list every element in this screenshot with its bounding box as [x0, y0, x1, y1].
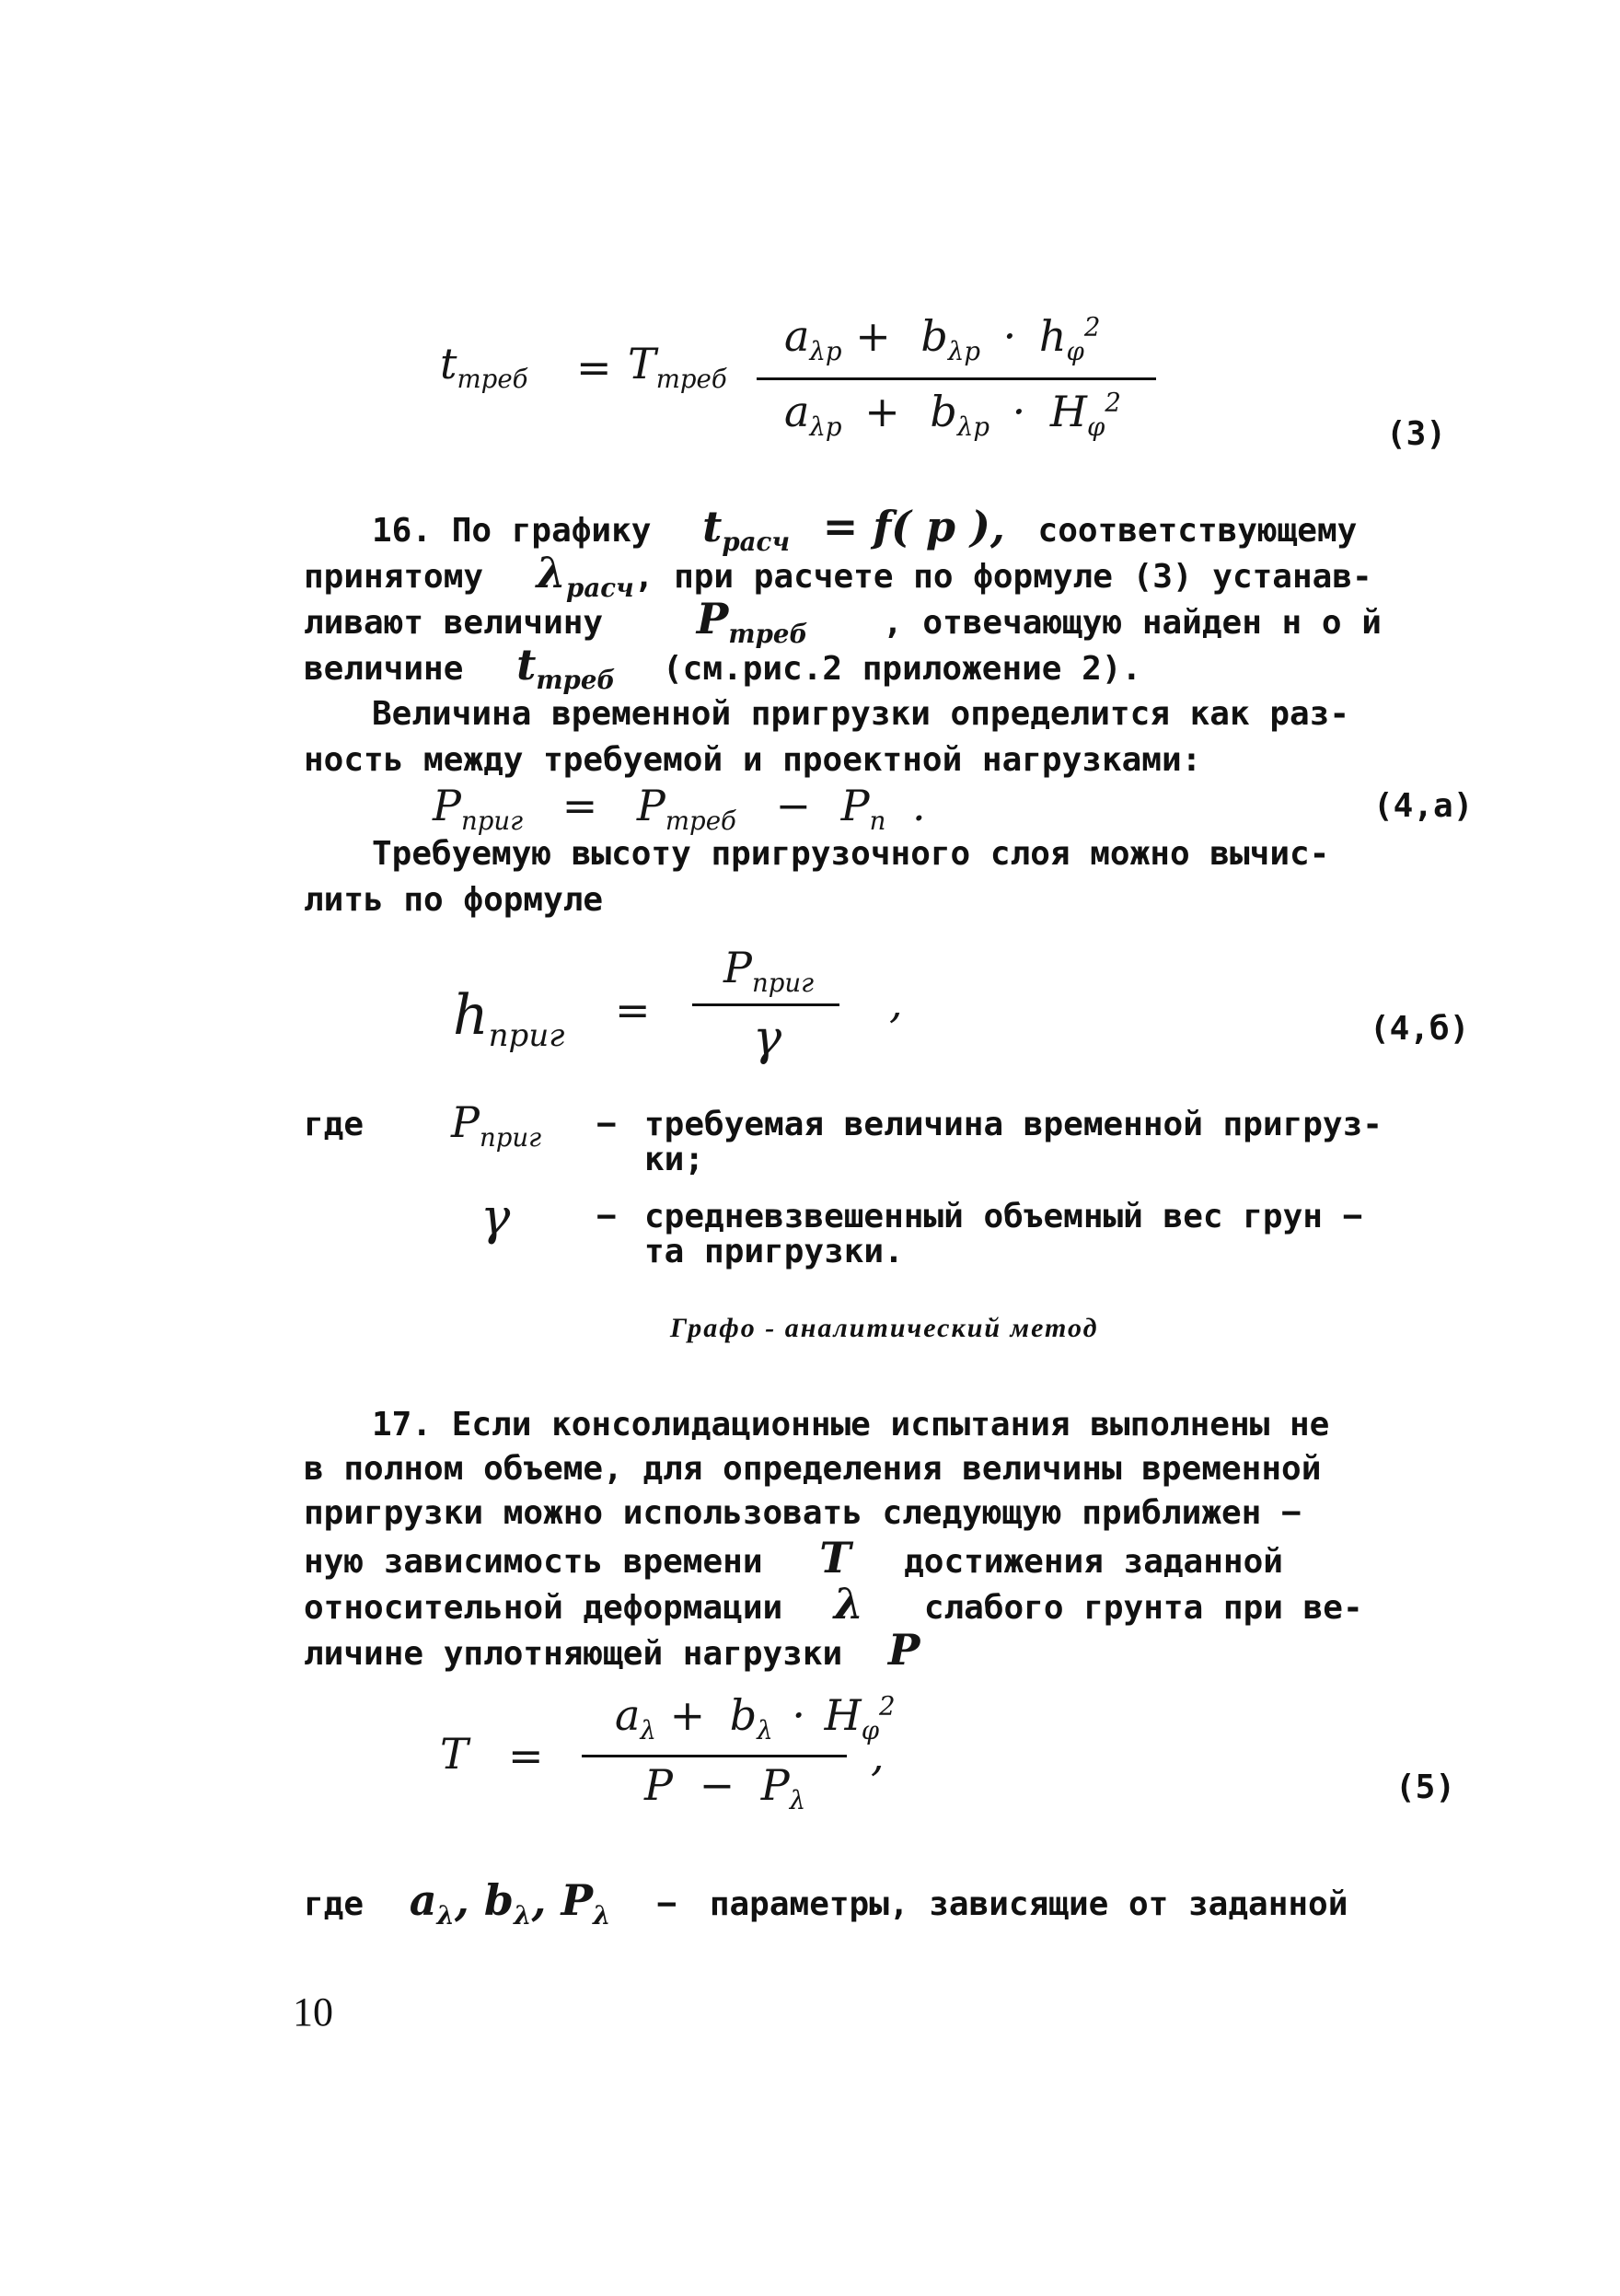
formula3-lhs: $t_{треб}$	[440, 339, 528, 395]
p16-lambda-rasch: $\lambda_{расч}$	[536, 548, 634, 604]
formula4b-comma: ,	[889, 978, 903, 1027]
formula5-lhs: T	[440, 1729, 469, 1779]
formula3-denominator: $a_{\lambda р} + b_{\lambda р} \cdot H_\varphi^2$	[784, 387, 1121, 443]
formula4b-number: (4,б)	[1370, 1010, 1470, 1048]
para-height-line1: Требуемую высоту пригрузочного слоя можно вычис-	[372, 835, 1330, 873]
formula4b-eq: =	[615, 985, 651, 1035]
formula5-number: (5)	[1395, 1768, 1456, 1806]
p16-line1: 16. По графику $t_{расч} = f$( p ), соответствующему	[372, 502, 1358, 558]
page-number: 10	[293, 1989, 333, 2035]
p16-line2: принятому $\lambda_{расч}$, при расчете по формуле (3) устанав-	[304, 548, 1372, 604]
formula4a-number: (4,а)	[1373, 787, 1474, 825]
p17-line4: ную зависимость времени T достижения заданной	[304, 1533, 1283, 1583]
p17-line2: в полном объеме, для определения величины временной	[304, 1450, 1322, 1488]
p17-sym-T: T	[819, 1533, 851, 1583]
where1-sym-gamma: γ	[480, 1188, 511, 1246]
where1-desc1-line1: требуемая величина временной пригруз-	[644, 1106, 1383, 1143]
p16-line3: ливают величину $P_{треб}$ , отвечающую найден н о й	[304, 594, 1382, 650]
formula-4a: $P_{приг} = P_{треб} - P_п$ .	[433, 781, 926, 837]
formula3-number: (3)	[1386, 415, 1447, 453]
formula3-numerator: $a_{\lambda р} + b_{\lambda р} \cdot h_\varphi^2$	[784, 311, 1101, 367]
section-heading: Графо - аналитический метод	[670, 1313, 1099, 1343]
where2-params: $a_\lambda$, $b_\lambda$, $P_\lambda$	[409, 1875, 611, 1931]
where1-sym-p-prig: $P_{приг}$	[451, 1097, 542, 1154]
p16-t-rasch: $t_{расч}$	[702, 502, 791, 558]
p17-sym-lambda: λ	[833, 1579, 864, 1629]
p17-line5: относительной деформации λ слабого грунта при ве-	[304, 1579, 1363, 1629]
formula4b-fraction-bar	[692, 1003, 839, 1006]
where1-dash2: −	[596, 1198, 617, 1235]
para-temp-line2: ность между требуемой и проектной нагрузками:	[304, 741, 1202, 779]
where1-desc2-line1: средневзвешенный объемный вес грун −	[644, 1198, 1363, 1235]
formula3-coef: $T_{треб}$	[628, 339, 727, 395]
p17-sym-P: P	[887, 1625, 920, 1675]
p17-line3: пригрузки можно использовать следующую приближен −	[304, 1494, 1302, 1532]
formula5-denominator: $P - P_\lambda$	[644, 1760, 806, 1816]
p17-line6: личине уплотняющей нагрузки P	[304, 1625, 920, 1675]
p17-line1: 17. Если консолидационные испытания выполнены не	[372, 1406, 1330, 1444]
formula5-eq: =	[508, 1731, 544, 1780]
formula4b-numerator: $P_{приг}$	[723, 943, 815, 999]
formula3-eq: =	[576, 342, 612, 392]
where1-word: где	[304, 1106, 364, 1143]
formula4b-denominator: γ	[753, 1011, 782, 1066]
where1-dash1: −	[596, 1106, 617, 1143]
p16-t-treb: $t_{треб}$	[516, 640, 616, 696]
where2-line: где $a_\lambda$, $b_\lambda$, $P_\lambda$ − параметры, зависящие от заданной	[304, 1875, 1348, 1931]
para-height-line2: лить по формуле	[304, 881, 604, 919]
formula3-fraction-bar	[757, 377, 1156, 380]
formula5-comma: ,	[871, 1731, 885, 1780]
where1-desc2-line2: та пригрузки.	[644, 1233, 904, 1270]
p16-p-treb: $P_{треб}$	[696, 594, 808, 650]
formula4b-lhs: $h_{приг}$	[453, 983, 565, 1054]
para-temp-line1: Величина временной пригрузки определится как раз-	[372, 695, 1350, 733]
where1-desc1-line2: ки;	[644, 1141, 705, 1178]
formula5-fraction-bar	[582, 1755, 847, 1757]
p16-line4: величине $t_{треб}$ (см.рис.2 приложение 2).	[304, 640, 1142, 696]
formula5-numerator: $a_\lambda + b_\lambda \cdot H_\varphi^2$	[615, 1690, 896, 1746]
